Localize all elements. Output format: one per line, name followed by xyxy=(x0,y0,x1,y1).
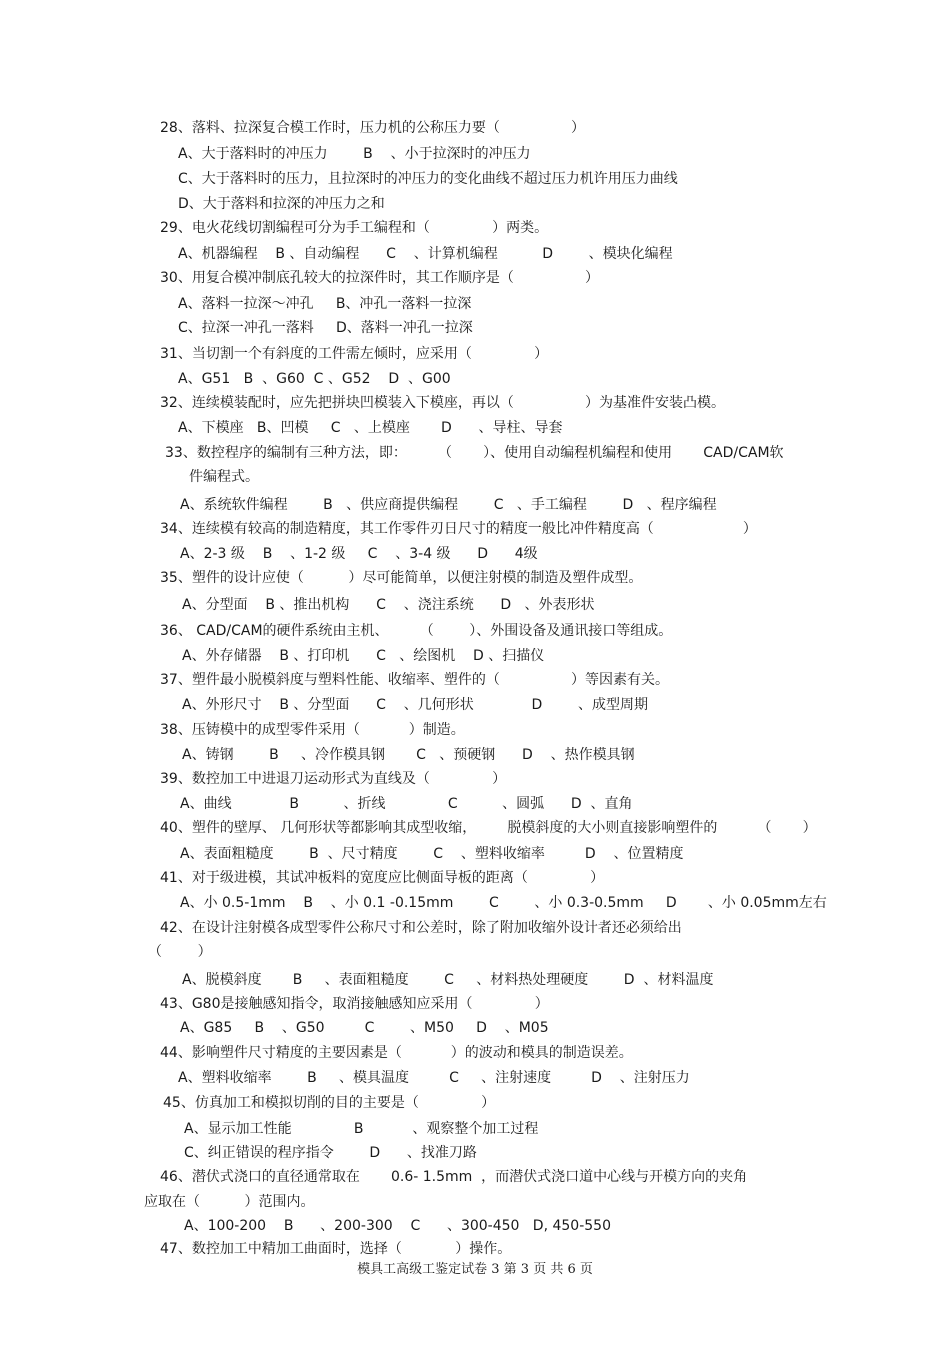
question-41-options: A、小 0.5-1mm B 、小 0.1 -0.15mm C 、小 0.3-0.5mm D 、小 0.05mm左右 xyxy=(180,895,827,911)
question-43-options: A、G85 B 、G50 C 、M50 D 、M05 xyxy=(180,1020,549,1036)
question-37-options: A、外形尺寸 B 、分型面 C 、几何形状 D 、成型周期 xyxy=(182,697,648,713)
question-42: 42、在设计注射模各成型零件公称尺寸和公差时，除了附加收缩外设计者还必须给出 xyxy=(160,920,682,936)
question-29-options: A、机器编程 B 、自动编程 C 、计算机编程 D 、模块化编程 xyxy=(178,246,673,262)
question-38: 38、压铸模中的成型零件采用（ ）制造。 xyxy=(160,722,465,738)
question-43: 43、G80是接触感知指令，取消接触感知应采用（ ） xyxy=(160,996,549,1012)
question-32: 32、连续模装配时，应先把拼块凹模装入下模座，再以（ ）为基准件安装凸模。 xyxy=(160,395,726,411)
question-30: 30、用复合模冲制底孔较大的拉深件时，其工作顺序是（ ） xyxy=(160,270,600,286)
question-42-options: A、脱模斜度 B 、表面粗糙度 C 、材料热处理硬度 D 、材料温度 xyxy=(182,972,714,988)
question-35: 35、塑件的设计应使（ ）尽可能简单，以便注射模的制造及塑件成型。 xyxy=(160,570,643,586)
question-46: 46、潜伏式浇口的直径通常取在 0.6- 1.5mm ，而潜伏式浇口道中心线与开模方向的夹角 xyxy=(160,1169,748,1185)
question-34: 34、连续模有较高的制造精度，其工作零件刃日尺寸的精度一般比冲件精度高（ ） xyxy=(160,521,757,537)
question-28-option-c: C、大于落料时的压力，且拉深时的冲压力的变化曲线不超过压力机许用压力曲线 xyxy=(178,171,678,187)
question-31-options: A、G51 B 、G60 C 、G52 D 、G00 xyxy=(178,371,451,387)
question-47: 47、数控加工中精加工曲面时，选择（ ）操作。 xyxy=(160,1241,512,1257)
question-28: 28、落料、拉深复合模工作时，压力机的公称压力要（ ） xyxy=(160,120,586,136)
question-33-options: A、系统软件编程 B 、供应商提供编程 C 、手工编程 D 、程序编程 xyxy=(180,497,717,513)
question-39-options: A、曲线 B 、折线 C 、圆弧 D 、直角 xyxy=(180,796,633,812)
question-36-options: A、外存储器 B 、打印机 C 、绘图机 D 、扫描仪 xyxy=(182,648,545,664)
question-29: 29、电火花线切割编程可分为手工编程和（ ）两类。 xyxy=(160,220,549,236)
question-39: 39、数控加工中进退刀运动形式为直线及（ ） xyxy=(160,771,507,787)
question-37: 37、塑件最小脱模斜度与塑料性能、收缩率、塑件的（ ）等因素有关。 xyxy=(160,672,670,688)
question-30-option-ab: A、落料一拉深～冲孔 B、冲孔一落料一拉深 xyxy=(178,296,472,312)
question-35-options: A、分型面 B 、推出机构 C 、浇注系统 D 、外表形状 xyxy=(182,597,595,613)
question-44: 44、影响塑件尺寸精度的主要因素是（ ）的波动和模具的制造误差。 xyxy=(160,1045,633,1061)
question-28-option-ab: A、大于落料时的冲压力 B 、小于拉深时的冲压力 xyxy=(178,146,531,162)
question-36: 36、 CAD/CAM的硬件系统由主机、 （ ）、外围设备及通讯接口等组成。 xyxy=(160,623,673,639)
question-45-option-ab: A、显示加工性能 B 、观察整个加工过程 xyxy=(184,1121,539,1137)
question-45-option-cd: C、纠正错误的程序指令 D 、找准刀路 xyxy=(184,1145,477,1161)
question-33-continued: 件编程式。 xyxy=(189,469,259,485)
question-40: 40、塑件的壁厚、 几何形状等都影响其成型收缩， 脱模斜度的大小则直接影响塑件的 （ ） xyxy=(160,820,817,836)
question-46-continued: 应取在（ ）范围内。 xyxy=(144,1194,315,1210)
question-40-options: A、表面粗糙度 B 、尺寸精度 C 、塑料收缩率 D 、位置精度 xyxy=(180,846,684,862)
question-33: 33、数控程序的编制有三种方法，即： （ ）、使用自动编程机编程和使用 CAD/CAM软 xyxy=(165,445,784,461)
page-footer: 模具工高级工鉴定试卷 3 第 3 页 共 6 页 xyxy=(357,1262,593,1277)
question-30-option-cd: C、拉深一冲孔一落料 D、落料一冲孔一拉深 xyxy=(178,320,473,336)
question-46-options: A、100-200 B 、200-300 C 、300-450 D, 450-550 xyxy=(184,1218,611,1234)
question-28-option-d: D、大于落料和拉深的冲压力之和 xyxy=(178,196,385,212)
question-44-options: A、塑料收缩率 B 、模具温度 C 、注射速度 D 、注射压力 xyxy=(178,1070,690,1086)
question-32-options: A、下模座 B、凹模 C 、上模座 D 、导柱、导套 xyxy=(178,420,563,436)
question-41: 41、对于级进模，其试冲板料的宽度应比侧面导板的距离（ ） xyxy=(160,870,605,886)
question-31: 31、当切割一个有斜度的工件需左倾时，应采用（ ） xyxy=(160,346,549,362)
question-45: 45、仿真加工和模拟切削的目的主要是（ ） xyxy=(163,1095,496,1111)
question-38-options: A、铸钢 B 、冷作模具钢 C 、预硬钢 D 、热作模具钢 xyxy=(182,747,635,763)
question-42-answer-blank: （ ） xyxy=(148,944,212,960)
question-34-options: A、2-3 级 B 、1-2 级 C 、3-4 级 D 4级 xyxy=(180,546,538,562)
